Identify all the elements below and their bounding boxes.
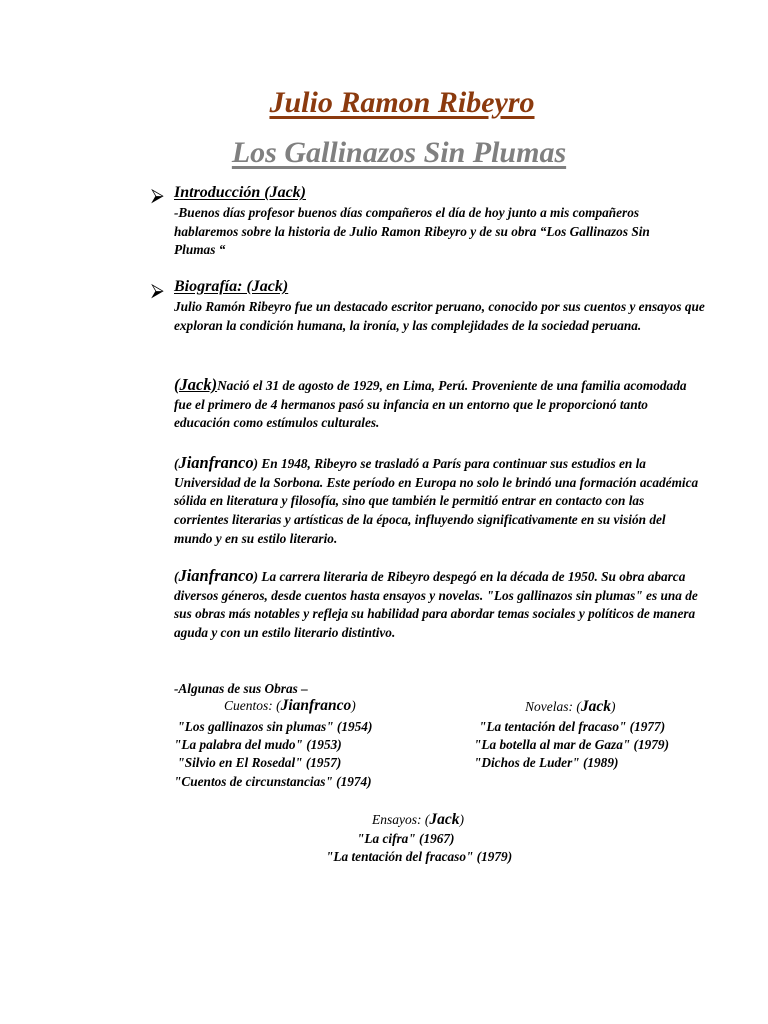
paren-close: ) xyxy=(611,699,616,714)
speaker-label: Jianfranco xyxy=(178,566,254,585)
intro-heading: Introducción (Jack) xyxy=(174,184,306,201)
paren-open: ( xyxy=(174,569,179,584)
paren-close: ) xyxy=(459,812,465,827)
cuentos-item: "Silvio en El Rosedal" (1957) xyxy=(174,755,342,770)
cuentos-item: "La palabra del mudo" (1953) xyxy=(174,737,342,752)
paragraph-text: ) La carrera literaria de Ribeyro despegó en la década de 1950. Su obra abarca diversos géneros, desde cuentos hasta ensayos y novelas. "Los gallinazos sin plumas" es una de sus obras más notables y refleja su habilidad para abordar temas sociales y políticos de manera aguda y con un estilo literario distintivo. xyxy=(174,569,698,641)
novelas-item: "La botella al mar de Gaza" (1979) xyxy=(474,737,669,752)
cuentos-item: "Los gallinazos sin plumas" (1954) xyxy=(174,719,373,734)
section-label: Cuentos: ( xyxy=(224,698,281,713)
intro-text: -Buenos días profesor buenos días compañeros el día de hoy junto a mis compañeros hablaremos sobre la historia de Julio Ramon Ribeyro y de su obra “Los Gallinazos Sin Plumas “ xyxy=(174,205,650,258)
paragraph-text: Nació el 31 de agosto de 1929, en Lima, Perú. Proveniente de una familia acomodada fue el primero de 4 hermanos pasó su infancia en un entorno que le proporcionó tanto educación como estímulos culturales. xyxy=(174,378,687,431)
speaker-label: Jianfranco xyxy=(178,453,254,472)
document-subtitle: Los Gallinazos Sin Plumas xyxy=(231,136,567,169)
bio-heading: Biografía: (Jack) xyxy=(174,278,289,295)
novelas-item: "Dichos de Luder" (1989) xyxy=(474,755,619,770)
paris-paragraph xyxy=(174,454,702,549)
novelas-header xyxy=(525,698,616,716)
document-title: Julio Ramon Ribeyro xyxy=(269,86,535,119)
speaker-label: Jack xyxy=(429,811,460,828)
speaker-label: (Jack) xyxy=(174,375,218,394)
speaker-label: Jack xyxy=(580,698,611,715)
paren-close: ) xyxy=(351,698,356,713)
bio-text: Julio Ramón Ribeyro fue un destacado escritor peruano, conocido por sus cuentos y ensayos que exploran la condición humana, la ironía, y las complejidades de la sociedad peruana. xyxy=(174,299,705,333)
ensayos-header xyxy=(372,811,464,829)
works-intro: -Algunas de sus Obras – xyxy=(174,681,308,696)
section-label: Novelas: ( xyxy=(525,699,581,714)
ensayos-item: "La tentación del fracaso" (1979) xyxy=(326,849,513,864)
novelas-item: "La tentación del fracaso" (1977) xyxy=(479,719,666,734)
section-label: Ensayos: ( xyxy=(372,812,430,827)
arrow-bullet-icon: ⮚ xyxy=(151,280,164,300)
ensayos-item: "La cifra" (1967) xyxy=(357,831,455,846)
birth-paragraph xyxy=(174,376,694,433)
cuentos-header xyxy=(224,697,356,715)
paragraph-text: ) En 1948, Ribeyro se trasladó a París para continuar sus estudios en la Universidad de la Sorbona. Este período en Europa no solo le brindó una formación académica sólida en literatura y filosofía, sino que también le permitió entrar en contacto con las corrientes literarias y artísticas de la época, influyendo significativamente en su visión del mundo y en su estilo literario. xyxy=(174,456,699,546)
arrow-bullet-icon: ⮚ xyxy=(151,185,164,205)
paren-open: ( xyxy=(174,456,179,471)
cuentos-item: "Cuentos de circunstancias" (1974) xyxy=(174,774,372,789)
speaker-label: Jianfranco xyxy=(280,697,352,714)
career-paragraph xyxy=(174,567,702,643)
